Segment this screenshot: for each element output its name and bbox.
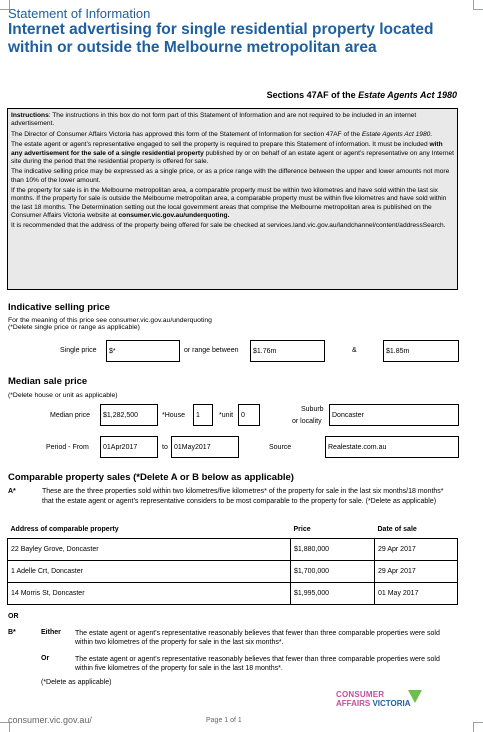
page-number: Page 1 of 1 (206, 717, 242, 724)
range-low-field[interactable]: $1.76m (250, 340, 325, 362)
period-to-field[interactable]: 01May2017 (171, 436, 239, 458)
crop-mark-bottom-right (473, 722, 483, 732)
single-price-field[interactable]: $* (106, 340, 180, 362)
indicative-heading: Indicative selling price (8, 302, 110, 313)
instructions-price-range: The indicative selling price may be expressed as a single price, or as a price range with the difference between the upper and lower amounts not more than 10% of the lower amount. (11, 168, 450, 184)
sections-reference: Sections 47AF of the Estate Agents Act 1980 (266, 90, 457, 100)
range-label: or range between (184, 347, 239, 354)
price-cell[interactable]: $1,880,000 (291, 538, 375, 560)
table-row (8, 538, 458, 560)
house-label: *House (162, 412, 185, 419)
indicative-delete-note: (*Delete single price or range as applicable) (8, 324, 140, 331)
address-cell[interactable]: 22 Bayley Grove, Doncaster (8, 538, 291, 560)
unit-field[interactable]: 0 (238, 404, 260, 426)
period-to-label: to (162, 444, 168, 451)
median-price-field[interactable]: $1,282,500 (100, 404, 158, 426)
instructions-box (7, 108, 458, 290)
price-cell[interactable]: $1,995,000 (291, 582, 375, 604)
suburb-label: Suburb (301, 406, 324, 413)
page-title: Internet advertising for single residential property located within or outside the Melbourne metropolitan area (8, 21, 434, 56)
or2-label: Or (41, 655, 50, 662)
option-a-label: A* (8, 488, 16, 495)
source-label: Source (269, 444, 292, 451)
instructions-approval: The Director of Consumer Affairs Victoria has approved this form of the Statement of Information for section 47AF of the Estate Agents Act 1980. (11, 130, 433, 138)
instructions-address-check: It is recommended that the address of the property being offered for sale be checked at services.land.vic.gov.au/landchannel/content/addressSearch. (11, 222, 446, 230)
median-heading: Median sale price (8, 376, 88, 387)
median-price-label: Median price (50, 412, 91, 419)
range-ampersand: & (352, 347, 357, 354)
price-cell[interactable]: $1,700,000 (291, 560, 375, 582)
statement-label: Statement of Information (8, 6, 151, 21)
logo-triangle-icon (408, 690, 422, 703)
footer-url[interactable]: consumer.vic.gov.au/ (8, 715, 92, 725)
crop-mark-top-right (473, 0, 483, 10)
address-cell[interactable]: 1 Adelle Crt, Doncaster (8, 560, 291, 582)
or2-text: The estate agent or agent’s representative reasonably believes that fewer than three comparable properties were sold within five kilometres of the property for sale in the last 18 months*. (75, 656, 440, 672)
option-a-text: These are the three properties sold within two kilometres/five kilometres* of the property for sale in the last six months/18 months* that the estate agent or agent’s representative considers to be most comparable to the property for sale. (*Delete as applicable) (42, 488, 444, 505)
range-high-field[interactable]: $1.85m (383, 340, 459, 362)
instructions-metro: If the property for sale is in the Melbourne metropolitan area, a comparable property must be within two kilometres and have sold within the last six months. If the property for sale is outside the Melbourne metropolitan area, a comparable property must be within five kilometres and have sold within the last 18 months. The Determination setting out the local government areas that comprise the Melbourne metropolitan area is published on the Consumer Affairs Victoria website at consumer.vic.gov.au/underquoting. (11, 187, 447, 219)
locality-label: or locality (292, 418, 322, 425)
instructions-requirement: The estate agent or agent’s representative engaged to sell the property is required to prepare this Statement of information. It must be included with any advertisement for the sale of a single residential property published by or on behalf of an estate agent or agent’s representative on any Internet site during the period that the residential property is offered for sale. (11, 141, 454, 165)
period-from-label: Period - From (46, 444, 89, 451)
instructions-intro: Instructions: The instructions in this box do not form part of this Statement of Information and are not required to be included in an internet advertisement. (11, 112, 417, 128)
source-field[interactable]: Realestate.com.au (325, 436, 459, 458)
indicative-note: For the meaning of this price see consumer.vic.gov.au/underquoting (8, 317, 212, 324)
either-label: Either (41, 629, 61, 636)
table-row (8, 560, 458, 582)
date-cell[interactable]: 29 Apr 2017 (375, 538, 458, 560)
consumer-affairs-logo: CONSUMER AFFAIRS VICTORIA (336, 690, 411, 708)
suburb-field[interactable]: Doncaster (329, 404, 459, 426)
date-cell[interactable]: 01 May 2017 (375, 582, 458, 604)
option-b-label: B* (8, 629, 16, 636)
or-label: OR (8, 613, 19, 620)
date-cell[interactable]: 29 Apr 2017 (375, 560, 458, 582)
address-cell[interactable]: 14 Morris St, Doncaster (8, 582, 291, 604)
delete-applicable-note: (*Delete as applicable) (41, 679, 112, 686)
comparable-heading: Comparable property sales (*Delete A or B below as applicable) (8, 472, 294, 483)
either-text: The estate agent or agent’s representative reasonably believes that fewer than three comparable properties were sold within two kilometres of the property for sale in the last six months*. (75, 630, 440, 646)
col-date: Date of sale (377, 526, 417, 534)
unit-label: *unit (219, 412, 234, 419)
col-price: Price (293, 526, 311, 534)
table-row (8, 582, 458, 604)
median-delete-note: (*Delete house or unit as applicable) (8, 392, 118, 399)
single-price-label: Single price (60, 347, 97, 354)
house-field[interactable]: 1 (193, 404, 213, 426)
period-from-field[interactable]: 01Apr2017 (100, 436, 158, 458)
col-address: Address of comparable property (10, 526, 119, 534)
comparable-table (7, 522, 458, 605)
